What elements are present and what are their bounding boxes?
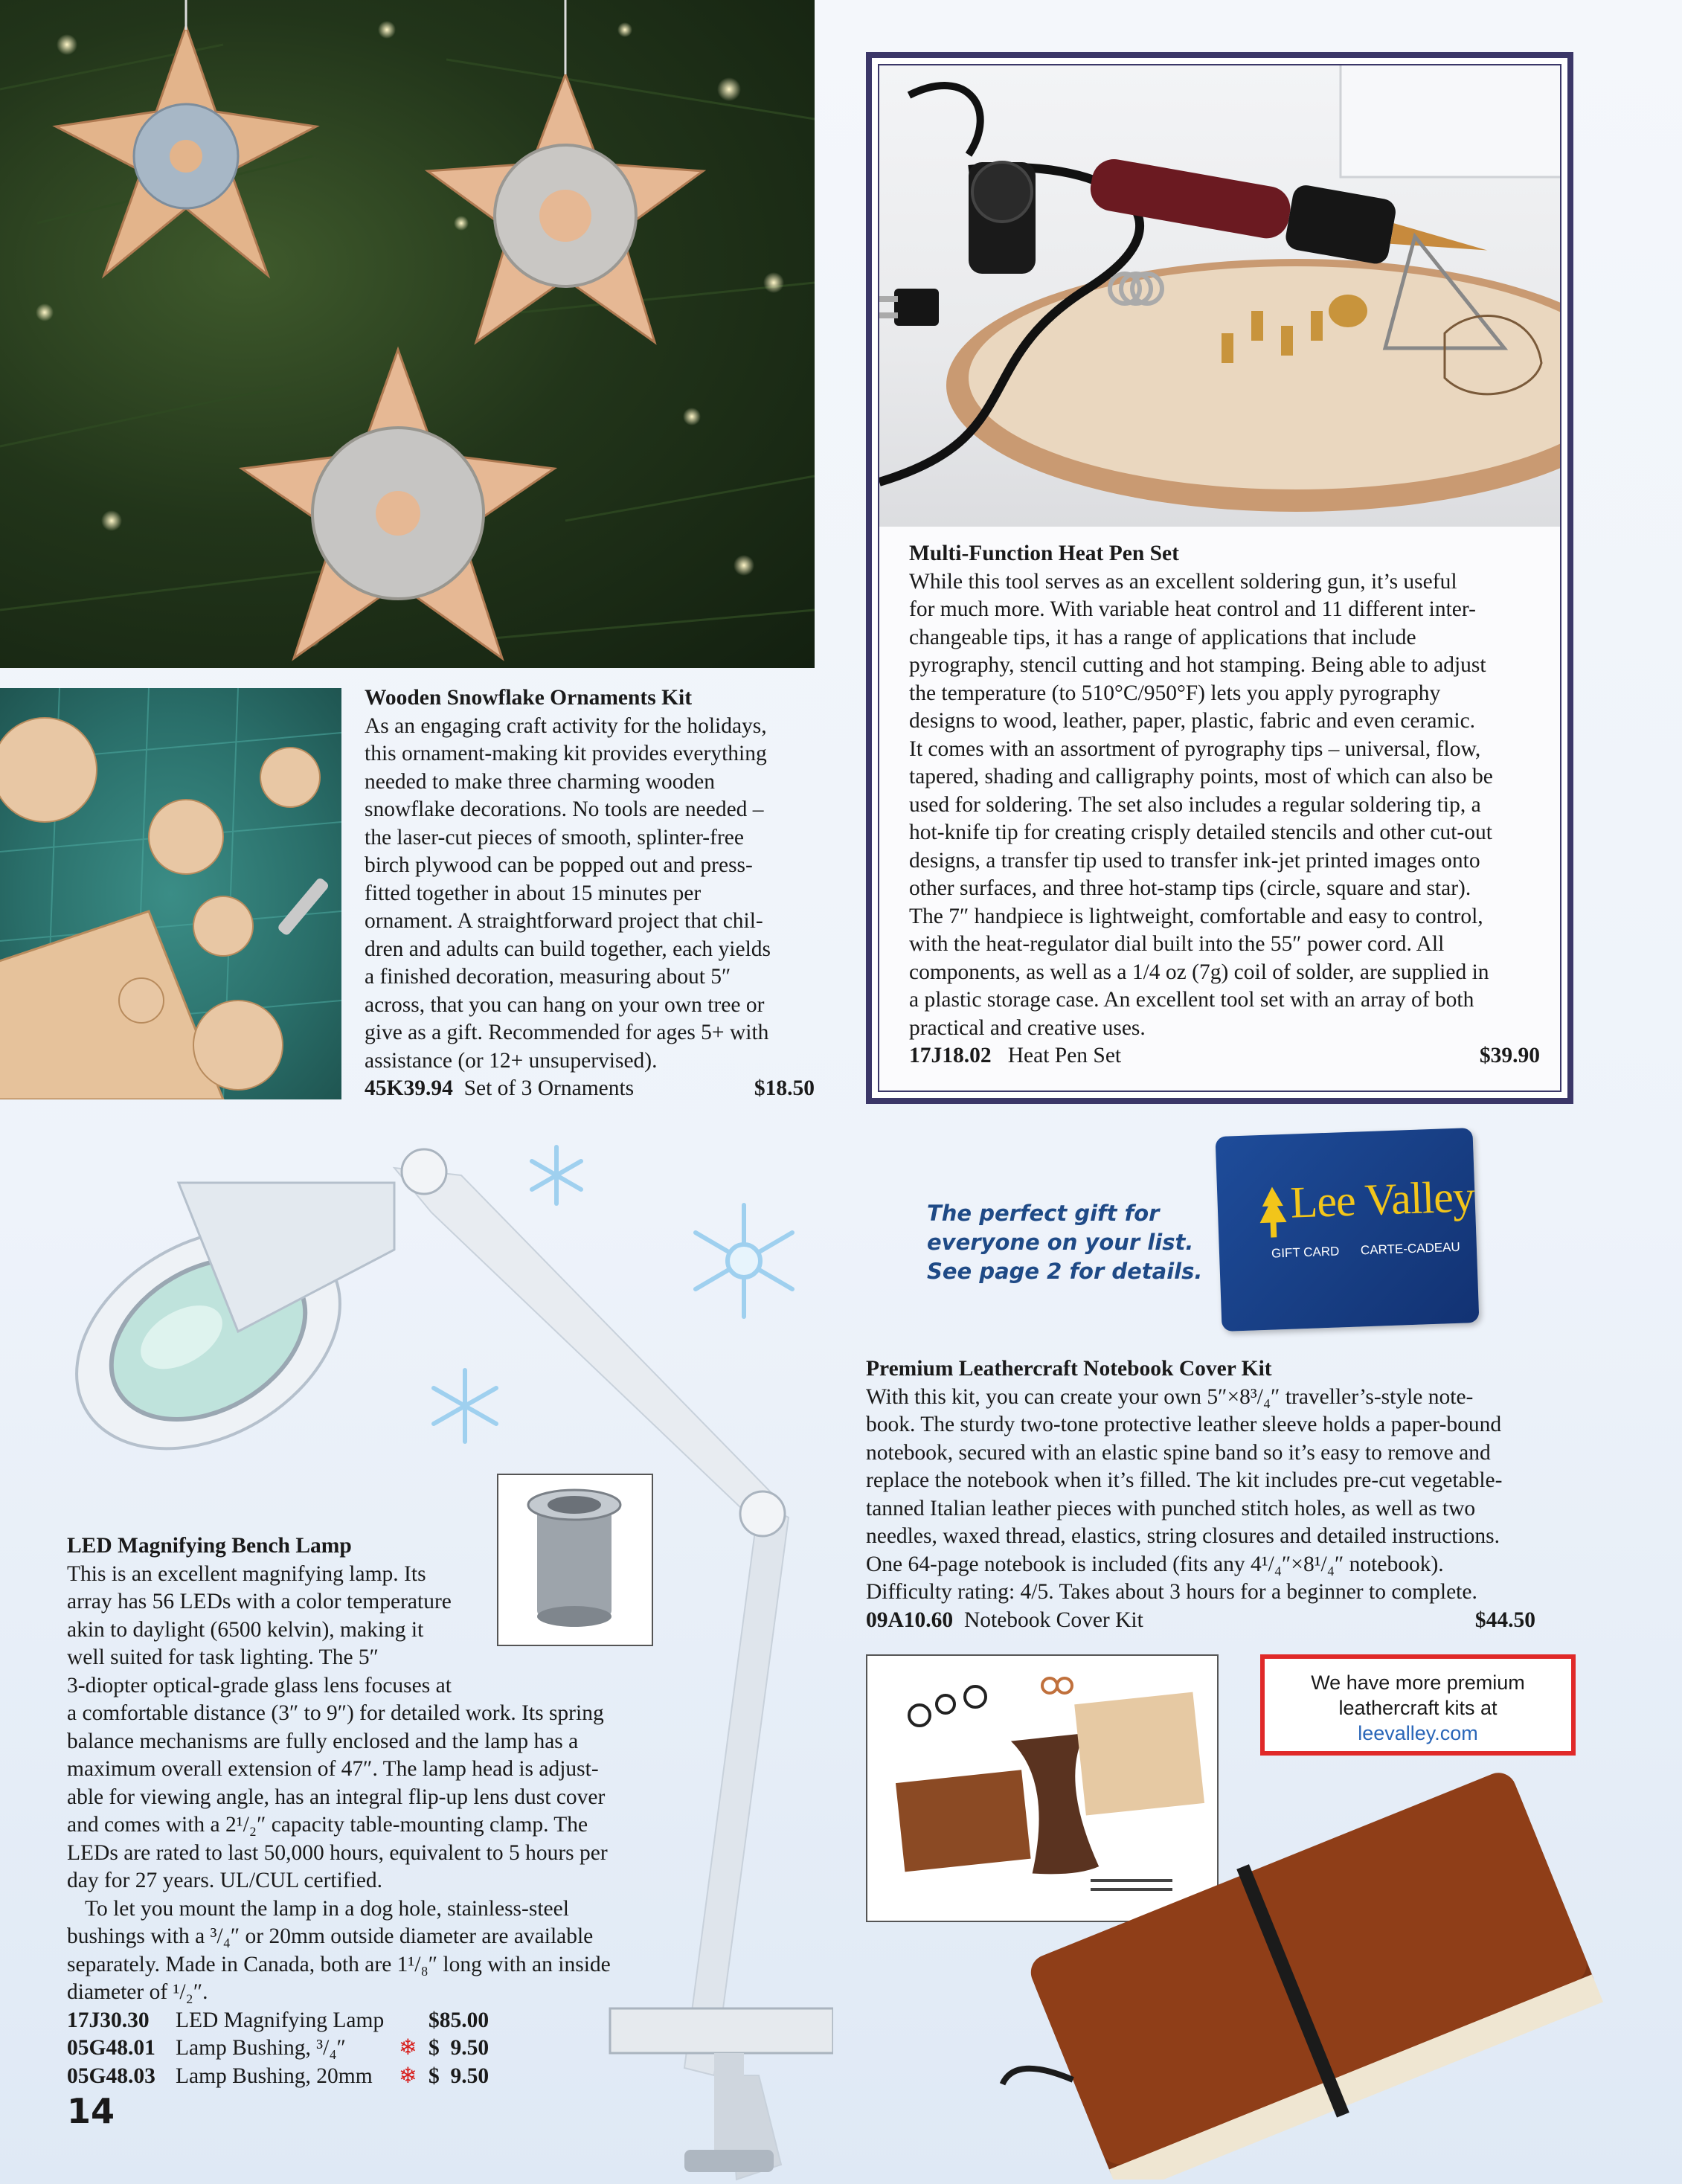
sku: 05G48.03 <box>67 2063 155 2088</box>
body-line: separately. Made in Canada, both are 1¹/₈″ long with an inside <box>67 1952 611 1976</box>
body-line: a comfortable distance (3″ to 9″) for detailed work. Its spring <box>67 1701 604 1725</box>
body-line: across, that you can hang on your own tree or <box>365 992 765 1017</box>
order-table <box>67 2007 536 2091</box>
body-line: balance mechanisms are fully enclosed and the lamp has a <box>67 1729 579 1753</box>
promo-line: The perfect gift for <box>927 1201 1160 1226</box>
body-line: tapered, shading and calligraphy points, most of which can also be <box>909 765 1493 789</box>
maple-leaf-icon: ❄ <box>399 2063 417 2088</box>
price: $39.90 <box>1479 1044 1540 1067</box>
tree-logo-icon <box>1257 1186 1288 1239</box>
ornament-pieces-photo <box>0 688 341 1099</box>
body-line: hot-knife tip for creating crisply detailed stencils and other cut-out <box>909 820 1492 844</box>
body-line: ornament. A straightforward project that chil- <box>365 909 763 933</box>
item-name: Lamp Bushing, ³/₄″ <box>176 2036 346 2060</box>
maple-leaf-icon: ❄ <box>399 2036 417 2060</box>
sku: 05G48.01 <box>67 2036 155 2060</box>
order-line <box>67 2063 536 2091</box>
body-line: This is an excellent magnifying lamp. Its <box>67 1561 426 1586</box>
body-line: a plastic storage case. An excellent tool set with an array of both <box>909 988 1474 1012</box>
body-line: Difficulty rating: 4/5. Takes about 3 hours for a beginner to complete. <box>866 1580 1477 1604</box>
item-name: Lamp Bushing, 20mm <box>176 2063 373 2088</box>
item-name: LED Magnifying Lamp <box>176 2008 385 2032</box>
promo-line: See page 2 for details. <box>927 1259 1203 1284</box>
body-line: bushings with a ³/₄″ or 20mm outside diameter are available <box>67 1924 594 1948</box>
body-line: practical and creative uses. <box>909 1015 1146 1040</box>
price: $85.00 <box>428 2008 489 2032</box>
notebook-kit-description <box>866 1355 1535 1634</box>
body-line: book. The sturdy two-tone protective leather sleeve holds a paper-bound <box>866 1413 1502 1436</box>
gift-card-label: GIFT CARD <box>1271 1244 1340 1261</box>
brand-logo: Lee Valley <box>1289 1172 1475 1227</box>
body-line: notebook, secured with an elastic spine band so it’s easy to remove and <box>866 1440 1491 1465</box>
body-line: birch plywood can be popped out and press- <box>365 853 753 877</box>
sku: 09A10.60 <box>866 1608 954 1632</box>
body-line: with the heat-regulator dial built into the 55″ power cord. All <box>909 932 1445 956</box>
gift-card-promo-text <box>927 1199 1202 1286</box>
body-line: needles, waxed thread, elastics, string closures and detailed instructions. <box>866 1524 1500 1548</box>
snowflake-tree-photo <box>0 0 815 668</box>
order-line <box>365 1075 815 1103</box>
order-line <box>67 2034 536 2063</box>
item-name: Set of 3 Ornaments <box>463 1076 635 1100</box>
price: $ 9.50 <box>428 2063 489 2088</box>
order-line <box>909 1042 1540 1070</box>
price: $18.50 <box>754 1076 815 1100</box>
body-line: While this tool serves as an excellent soldering gun, it’s useful <box>909 569 1457 594</box>
body-line: pyrography, stencil cutting and hot stamping. Being able to adjust <box>909 653 1486 677</box>
body-line: needed to make three charming wooden <box>365 769 715 794</box>
body-line: maximum overall extension of 47″. The lamp head is adjust- <box>67 1757 599 1781</box>
body-line: 3-diopter optical-grade glass lens focuses at <box>67 1673 452 1698</box>
body-line: day for 27 years. UL/CUL certified. <box>67 1869 383 1892</box>
body-line: the temperature (to 510°C/950°F) lets you apply pyrography <box>909 681 1441 705</box>
item-name: Notebook Cover Kit <box>963 1608 1143 1632</box>
body-line: assistance (or 12+ unsupervised). <box>365 1048 658 1073</box>
gift-card-label-fr: CARTE-CADEAU <box>1360 1239 1461 1258</box>
body-line: a finished decoration, measuring about 5″ <box>365 965 731 989</box>
body-line: replace the notebook when it’s filled. The kit includes pre-cut vegetable- <box>866 1468 1503 1492</box>
body-line: able for viewing angle, has an integral flip-up lens dust cover <box>67 1785 606 1809</box>
heat-pen-photo <box>879 65 1560 527</box>
body-line: array has 56 LEDs with a color temperature <box>67 1590 452 1613</box>
leevalley-link[interactable]: leevalley.com <box>1358 1722 1478 1744</box>
page-number: 14 <box>67 2091 115 2131</box>
body-line: diameter of ¹/₂″. <box>67 1980 208 2004</box>
body-line: With this kit, you can create your own 5″×8³/₄″ traveller’s-style note- <box>866 1384 1474 1409</box>
body-line: As an engaging craft activity for the holidays, <box>365 713 767 738</box>
sku: 17J30.30 <box>67 2008 150 2032</box>
body-line: akin to daylight (6500 kelvin), making it <box>67 1617 424 1642</box>
body-line: components, as well as a 1/4 oz (7g) coil of solder, are supplied in <box>909 960 1489 984</box>
body-line: snowflake decorations. No tools are needed – <box>365 797 764 821</box>
gift-card-image <box>1216 1128 1480 1332</box>
body-line: fitted together in about 15 minutes per <box>365 881 702 905</box>
leather-notebook-photo <box>960 1763 1651 2180</box>
body-line: dren and adults can build together, each yields <box>365 937 771 961</box>
price: $44.50 <box>1474 1608 1535 1632</box>
body-line: well suited for task lighting. The 5″ <box>67 1645 379 1669</box>
order-line <box>67 2007 536 2035</box>
more-leathercraft-callout <box>1260 1654 1576 1756</box>
body-line: and comes with a 2¹/₂″ capacity table-mounting clamp. The <box>67 1813 588 1837</box>
snowflake-kit-description <box>365 684 815 1103</box>
body-line: To let you mount the lamp in a dog hole, stainless-steel <box>85 1896 569 1921</box>
promo-line: everyone on your list. <box>927 1230 1194 1255</box>
body-line: The 7″ handpiece is lightweight, comfortable and easy to control, <box>909 904 1483 928</box>
body-line: give as a gift. Recommended for ages 5+ with <box>365 1021 769 1044</box>
heat-pen-title: Multi-Function Heat Pen Set <box>909 542 1179 565</box>
callout-line: We have more premium <box>1311 1671 1525 1694</box>
notebook-kit-title: Premium Leathercraft Notebook Cover Kit <box>866 1357 1272 1381</box>
body-line: It comes with an assortment of pyrography tips – universal, flow, <box>909 736 1481 761</box>
item-name: Heat Pen Set <box>1007 1044 1122 1067</box>
snowflake-kit-title: Wooden Snowflake Ornaments Kit <box>365 686 693 710</box>
body-line: used for soldering. The set also includes a regular soldering tip, a <box>909 792 1481 817</box>
price: $ 9.50 <box>428 2036 489 2060</box>
body-line: tanned Italian leather pieces with punched stitch holes, as well as two <box>866 1496 1476 1520</box>
body-line: LEDs are rated to last 50,000 hours, equivalent to 5 hours per <box>67 1840 608 1865</box>
body-line: designs to wood, leather, paper, plastic, fabric and even ceramic. <box>909 709 1476 733</box>
sku: 45K39.94 <box>365 1076 453 1100</box>
lamp-title: LED Magnifying Bench Lamp <box>67 1534 352 1558</box>
order-line <box>866 1607 1535 1635</box>
body-line: One 64-page notebook is included (fits any 4¹/₄″×8¹/₄″ notebook). <box>866 1552 1444 1576</box>
body-line: designs, a transfer tip used to transfer ink-jet printed images onto <box>909 848 1480 873</box>
body-line: changeable tips, it has a range of applications that include <box>909 625 1416 649</box>
sku: 17J18.02 <box>909 1044 992 1067</box>
body-line: the laser-cut pieces of smooth, splinter-free <box>365 825 744 849</box>
body-line: this ornament-making kit provides everything <box>365 742 767 765</box>
body-line: for much more. With variable heat control and 11 different inter- <box>909 597 1476 621</box>
body-line: other surfaces, and three hot-stamp tips (circle, square and star). <box>909 876 1471 900</box>
heat-pen-description <box>909 540 1540 1070</box>
lamp-description <box>67 1532 662 2090</box>
callout-line: leathercraft kits at <box>1338 1697 1498 1719</box>
